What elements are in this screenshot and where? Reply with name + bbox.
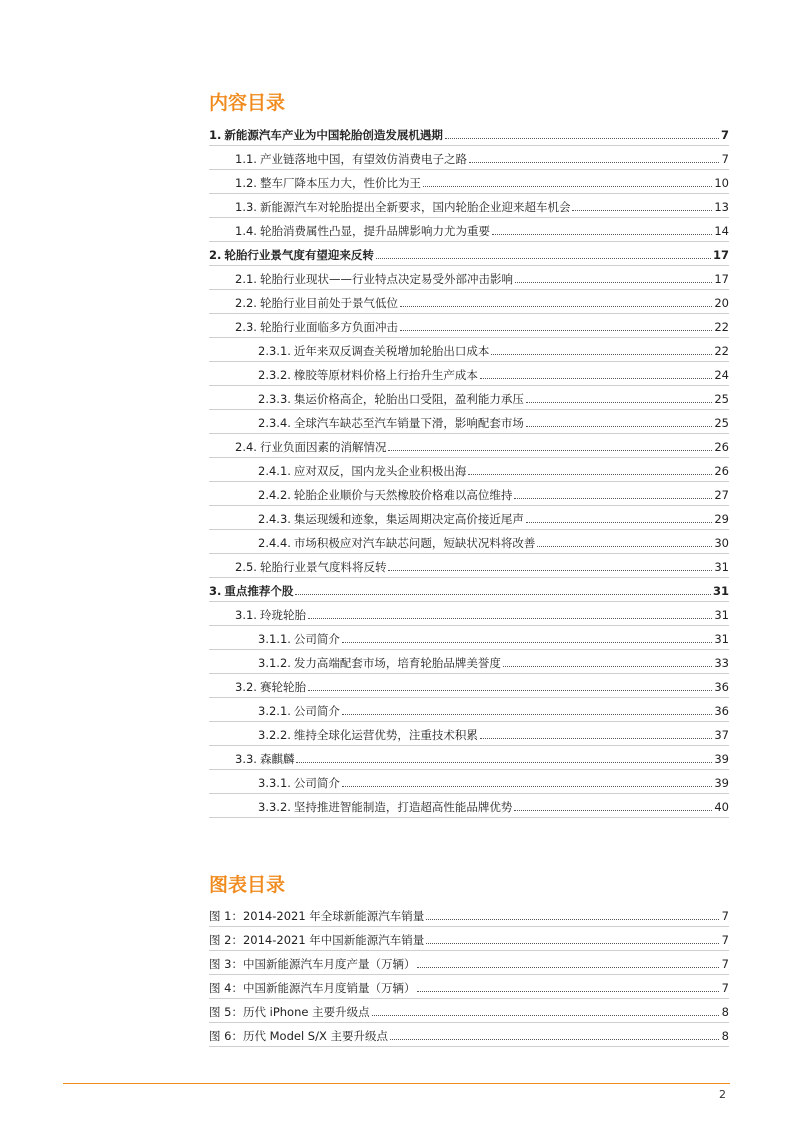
- dot-leader: [514, 497, 712, 499]
- toc-entry-number: 2.4.: [235, 440, 257, 454]
- figure-entry-page: 8: [721, 1005, 729, 1019]
- toc-entry[interactable]: [209, 458, 729, 482]
- toc-entry-page: 30: [714, 536, 729, 550]
- toc-entry-label: 公司简介: [293, 776, 340, 790]
- figure-entry[interactable]: [209, 903, 729, 927]
- figure-entry[interactable]: [209, 975, 729, 999]
- toc-entry-label: 坚持推进智能制造，打造超高性能品牌优势: [293, 800, 513, 814]
- toc-entry-page: 31: [714, 632, 729, 646]
- footer-divider: [63, 1083, 730, 1084]
- toc-entry[interactable]: [209, 338, 729, 362]
- toc-entry-number: 2.5.: [235, 560, 257, 574]
- dot-leader: [426, 942, 719, 944]
- toc-entry-label: 集运价格高企，轮胎出口受阻，盈利能力承压: [293, 392, 524, 406]
- toc-entry-number: 2.4.1.: [258, 464, 291, 478]
- dot-leader: [342, 785, 712, 787]
- dot-leader: [372, 1014, 719, 1016]
- figure-entry-page: 7: [721, 957, 729, 971]
- figure-entry-label: 图 6：历代 Model S/X 主要升级点: [209, 1029, 389, 1043]
- dot-leader: [480, 377, 712, 379]
- dot-leader: [342, 641, 712, 643]
- toc-entry-label: 轮胎消费属性凸显，提升品牌影响力尤为重要: [259, 224, 490, 238]
- toc-entry-label: 赛轮轮胎: [259, 680, 306, 694]
- figure-entry-label: 图 4：中国新能源汽车月度销量（万辆）: [209, 981, 416, 995]
- figure-entry-label: 图 1：2014-2021 年全球新能源汽车销量: [209, 909, 425, 923]
- dot-leader: [417, 990, 719, 992]
- dot-leader: [308, 689, 712, 691]
- dot-leader: [526, 521, 712, 523]
- toc-entry[interactable]: [209, 242, 729, 266]
- dot-leader: [526, 425, 712, 427]
- toc-entry-page: 22: [714, 320, 729, 334]
- dot-leader: [417, 966, 719, 968]
- toc-entry-number: 2.3.3.: [258, 392, 291, 406]
- toc-entry-number: 3.: [209, 584, 222, 598]
- toc-entry-number: 1.1.: [235, 152, 257, 166]
- figure-entry-page: 7: [721, 981, 729, 995]
- toc-entry[interactable]: [209, 746, 729, 770]
- toc-entry-label: 行业负面因素的消解情况: [259, 440, 387, 454]
- table-of-contents: [209, 122, 729, 818]
- dot-leader: [390, 1038, 719, 1040]
- toc-entry[interactable]: [209, 146, 729, 170]
- dot-leader: [572, 209, 712, 211]
- dot-leader: [376, 257, 711, 259]
- dot-leader: [388, 449, 712, 451]
- toc-entry-page: 27: [714, 488, 729, 502]
- toc-entry-label: 维持全球化运营优势，注重技术积累: [293, 728, 478, 742]
- toc-entry[interactable]: [209, 554, 729, 578]
- toc-entry-number: 2.4.4.: [258, 536, 291, 550]
- toc-entry[interactable]: [209, 626, 729, 650]
- dot-leader: [492, 233, 712, 235]
- figure-entry-label: 图 3：中国新能源汽车月度产量（万辆）: [209, 957, 416, 971]
- toc-entry-label: 公司简介: [293, 704, 340, 718]
- figure-list-title: 图表目录: [209, 874, 286, 896]
- figure-entry[interactable]: [209, 951, 729, 975]
- toc-entry-label: 产业链落地中国，有望效仿消费电子之路: [259, 152, 467, 166]
- figure-entry[interactable]: [209, 999, 729, 1023]
- dot-leader: [296, 761, 712, 763]
- toc-entry[interactable]: [209, 482, 729, 506]
- toc-entry-page: 17: [714, 272, 729, 286]
- toc-entry-page: 39: [714, 776, 729, 790]
- dot-leader: [537, 545, 712, 547]
- dot-leader: [514, 809, 712, 811]
- figure-list: [209, 903, 729, 1047]
- toc-entry-page: 22: [714, 344, 729, 358]
- figure-entry-page: 8: [721, 1029, 729, 1043]
- toc-entry-label: 发力高端配套市场，培育轮胎品牌美誉度: [293, 656, 501, 670]
- toc-entry[interactable]: [209, 266, 729, 290]
- toc-entry-number: 2.3.4.: [258, 416, 291, 430]
- dot-leader: [469, 161, 719, 163]
- toc-entry[interactable]: [209, 314, 729, 338]
- toc-entry-page: 7: [721, 152, 729, 166]
- toc-entry-page: 39: [714, 752, 729, 766]
- toc-entry[interactable]: [209, 506, 729, 530]
- dot-leader: [491, 353, 712, 355]
- toc-entry-number: 3.1.2.: [258, 656, 291, 670]
- toc-entry-label: 轮胎企业顺价与天然橡胶价格难以高位维持: [293, 488, 513, 502]
- toc-entry-page: 36: [714, 704, 729, 718]
- toc-entry-number: 3.1.1.: [258, 632, 291, 646]
- toc-entry-number: 1.2.: [235, 176, 257, 190]
- dot-leader: [480, 737, 712, 739]
- toc-entry-label: 应对双反，国内龙头企业积极出海: [293, 464, 467, 478]
- figure-entry-page: 7: [721, 933, 729, 947]
- toc-entry-label: 轮胎行业目前处于景气低位: [259, 296, 398, 310]
- toc-entry-label: 森麒麟: [259, 752, 295, 766]
- toc-entry-page: 31: [712, 584, 729, 598]
- toc-entry-number: 3.3.1.: [258, 776, 291, 790]
- toc-entry-label: 轮胎行业景气度有望迎来反转: [224, 248, 374, 262]
- toc-entry-page: 29: [714, 512, 729, 526]
- toc-entry-number: 1.: [209, 128, 222, 142]
- dot-leader: [468, 473, 712, 475]
- toc-entry-label: 轮胎行业现状——行业特点决定易受外部冲击影响: [259, 272, 513, 286]
- toc-entry-page: 40: [714, 800, 729, 814]
- toc-entry-page: 10: [714, 176, 729, 190]
- toc-title: 内容目录: [209, 92, 286, 114]
- toc-entry-label: 近年来双反调查关税增加轮胎出口成本: [293, 344, 490, 358]
- toc-entry[interactable]: [209, 362, 729, 386]
- toc-entry-number: 3.3.: [235, 752, 257, 766]
- toc-entry-page: 24: [714, 368, 729, 382]
- toc-entry[interactable]: [209, 698, 729, 722]
- toc-entry-number: 2.: [209, 248, 222, 262]
- dot-leader: [388, 569, 712, 571]
- dot-leader: [423, 185, 712, 187]
- toc-entry-label: 全球汽车缺芯至汽车销量下滑，影响配套市场: [293, 416, 524, 430]
- figure-entry-page: 7: [721, 909, 729, 923]
- toc-entry-number: 2.4.2.: [258, 488, 291, 502]
- toc-entry-page: 37: [714, 728, 729, 742]
- toc-entry-page: 14: [714, 224, 729, 238]
- toc-entry-page: 33: [714, 656, 729, 670]
- toc-entry-page: 25: [714, 416, 729, 430]
- toc-entry-number: 2.1.: [235, 272, 257, 286]
- dot-leader: [426, 918, 719, 920]
- toc-entry[interactable]: [209, 170, 729, 194]
- toc-entry-label: 玲珑轮胎: [259, 608, 306, 622]
- toc-entry-page: 7: [720, 128, 729, 142]
- toc-entry[interactable]: [209, 386, 729, 410]
- toc-entry[interactable]: [209, 602, 729, 626]
- toc-entry[interactable]: [209, 434, 729, 458]
- toc-entry[interactable]: [209, 794, 729, 818]
- dot-leader: [400, 329, 712, 331]
- toc-entry-number: 2.3.1.: [258, 344, 291, 358]
- dot-leader: [526, 401, 712, 403]
- page-number: 2: [719, 1088, 726, 1101]
- toc-entry-number: 1.4.: [235, 224, 257, 238]
- toc-entry-label: 重点推荐个股: [224, 584, 294, 598]
- toc-entry-label: 橡胶等原材料价格上行抬升生产成本: [293, 368, 478, 382]
- dot-leader: [445, 137, 719, 139]
- figure-entry-label: 图 5：历代 iPhone 主要升级点: [209, 1005, 370, 1019]
- toc-entry-label: 轮胎行业景气度料将反转: [259, 560, 387, 574]
- toc-entry-page: 31: [714, 560, 729, 574]
- toc-entry-label: 市场积极应对汽车缺芯问题，短缺状况料将改善: [293, 536, 536, 550]
- toc-entry[interactable]: [209, 674, 729, 698]
- toc-entry-number: 3.3.2.: [258, 800, 291, 814]
- toc-entry-number: 2.3.2.: [258, 368, 291, 382]
- dot-leader: [515, 281, 712, 283]
- dot-leader: [400, 305, 712, 307]
- toc-entry-label: 集运现缓和迹象，集运周期决定高价接近尾声: [293, 512, 524, 526]
- toc-entry-number: 2.3.: [235, 320, 257, 334]
- toc-entry-page: 36: [714, 680, 729, 694]
- toc-entry-number: 1.3.: [235, 200, 257, 214]
- toc-entry-page: 26: [714, 440, 729, 454]
- toc-entry[interactable]: [209, 218, 729, 242]
- toc-entry-number: 3.1.: [235, 608, 257, 622]
- toc-entry-page: 26: [714, 464, 729, 478]
- figure-entry[interactable]: [209, 927, 729, 951]
- toc-entry-number: 3.2.2.: [258, 728, 291, 742]
- toc-entry-page: 13: [714, 200, 729, 214]
- toc-entry-number: 2.2.: [235, 296, 257, 310]
- toc-entry-label: 新能源汽车产业为中国轮胎创造发展机遇期: [224, 128, 443, 142]
- toc-entry[interactable]: [209, 578, 729, 602]
- dot-leader: [503, 665, 712, 667]
- toc-entry-number: 2.4.3.: [258, 512, 291, 526]
- toc-entry[interactable]: [209, 290, 729, 314]
- toc-entry[interactable]: [209, 722, 729, 746]
- figure-entry-label: 图 2：2014-2021 年中国新能源汽车销量: [209, 933, 425, 947]
- toc-entry-page: 20: [714, 296, 729, 310]
- toc-entry-number: 3.2.1.: [258, 704, 291, 718]
- toc-entry-label: 新能源汽车对轮胎提出全新要求，国内轮胎企业迎来超车机会: [259, 200, 571, 214]
- dot-leader: [295, 593, 711, 595]
- toc-entry[interactable]: [209, 650, 729, 674]
- toc-entry-label: 轮胎行业面临多方负面冲击: [259, 320, 398, 334]
- toc-entry[interactable]: [209, 410, 729, 434]
- toc-entry-page: 25: [714, 392, 729, 406]
- toc-entry[interactable]: [209, 770, 729, 794]
- dot-leader: [342, 713, 712, 715]
- toc-entry-number: 3.2.: [235, 680, 257, 694]
- toc-entry[interactable]: [209, 530, 729, 554]
- dot-leader: [308, 617, 712, 619]
- toc-entry[interactable]: [209, 194, 729, 218]
- toc-entry-page: 31: [714, 608, 729, 622]
- toc-entry-page: 17: [712, 248, 729, 262]
- toc-entry-label: 公司简介: [293, 632, 340, 646]
- toc-entry-label: 整车厂降本压力大，性价比为王: [259, 176, 421, 190]
- figure-entry[interactable]: [209, 1023, 729, 1047]
- toc-entry[interactable]: [209, 122, 729, 146]
